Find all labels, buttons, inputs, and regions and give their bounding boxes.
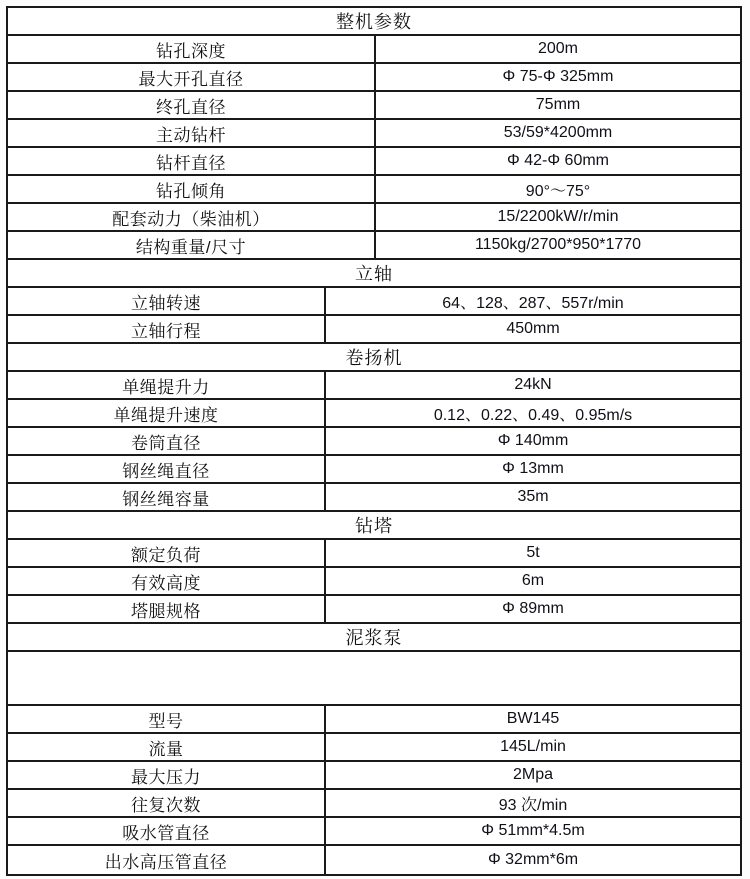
spec-value-cell: 93 次/min xyxy=(498,796,568,814)
table-row xyxy=(8,400,740,428)
spec-label-cell: 钻孔倾角 xyxy=(8,176,376,202)
spec-value-cell: Φ 89mm xyxy=(502,600,564,617)
spec-value-cell: 145L/min xyxy=(500,738,566,755)
table-row xyxy=(8,92,740,120)
table-row xyxy=(8,148,740,176)
spec-label-cell: 往复次数 xyxy=(8,790,326,816)
section-header-row xyxy=(8,260,740,288)
spec-value-cell: 2Mpa xyxy=(512,766,554,783)
table-row xyxy=(8,568,740,596)
empty-spacer-row xyxy=(8,652,740,706)
spec-label-cell: 吸水管直径 xyxy=(8,818,326,844)
table-row xyxy=(8,790,740,818)
spec-value-cell: Φ 32mm*6m xyxy=(487,851,579,868)
spec-label-cell: 钢丝绳直径 xyxy=(8,456,326,482)
table-row xyxy=(8,734,740,762)
table-row xyxy=(8,64,740,92)
spec-label-cell: 出水高压管直径 xyxy=(8,846,326,874)
spec-value-cell: 75mm xyxy=(535,96,581,113)
spec-label-cell: 配套动力（柴油机） xyxy=(8,204,376,230)
table-row xyxy=(8,706,740,734)
table-row xyxy=(8,232,740,260)
spec-label-cell: 塔腿规格 xyxy=(8,596,326,622)
table-row xyxy=(8,120,740,148)
spec-label-cell: 主动钻杆 xyxy=(8,120,376,146)
spec-table xyxy=(6,6,742,876)
table-row xyxy=(8,596,740,624)
spec-label-cell: 流量 xyxy=(8,734,326,760)
section-header-label: 泥浆泵 xyxy=(345,628,403,648)
section-header-label: 立轴 xyxy=(355,264,393,284)
spec-value-cell: 200m xyxy=(537,40,579,57)
spec-label-cell: 型号 xyxy=(8,706,326,732)
table-row xyxy=(8,428,740,456)
table-row xyxy=(8,316,740,344)
section-header-label: 钻塔 xyxy=(355,516,393,536)
spec-label-cell: 单绳提升速度 xyxy=(8,400,326,426)
spec-value-cell: 6m xyxy=(521,572,545,589)
spec-label-cell: 卷筒直径 xyxy=(8,428,326,454)
spec-value-cell: 15/2200kW/r/min xyxy=(497,208,619,225)
spec-label-cell: 单绳提升力 xyxy=(8,372,326,398)
table-row xyxy=(8,288,740,316)
spec-value-cell: 64、128、287、557r/min xyxy=(442,294,624,312)
spec-value-cell: 24kN xyxy=(514,376,552,393)
spec-value-cell: 35m xyxy=(517,488,549,505)
section-header-label: 整机参数 xyxy=(336,12,412,32)
spec-label-cell: 钻孔深度 xyxy=(8,36,376,62)
table-row xyxy=(8,176,740,204)
section-header-label: 卷扬机 xyxy=(345,348,403,368)
spec-label-cell: 最大开孔直径 xyxy=(8,64,376,90)
spec-label-cell: 钻杆直径 xyxy=(8,148,376,174)
spec-value-cell: 5t xyxy=(526,544,540,561)
spec-value-cell: Φ 75-Φ 325mm xyxy=(502,68,614,85)
spec-value-cell: 90°～75° xyxy=(525,182,591,200)
section-header-row xyxy=(8,624,740,652)
table-row xyxy=(8,372,740,400)
table-row xyxy=(8,762,740,790)
spec-value-cell: BW145 xyxy=(506,710,560,727)
spec-value-cell: Φ 42-Φ 60mm xyxy=(507,152,609,169)
spec-value-cell: 0.12、0.22、0.49、0.95m/s xyxy=(433,406,633,424)
spec-value-cell: 450mm xyxy=(506,320,560,337)
section-header-row xyxy=(8,512,740,540)
spec-value-cell: Φ 51mm*4.5m xyxy=(481,822,585,839)
spec-label-cell: 钢丝绳容量 xyxy=(8,484,326,510)
table-row xyxy=(8,846,740,874)
table-row xyxy=(8,456,740,484)
section-header-row xyxy=(8,344,740,372)
spec-label-cell: 结构重量/尺寸 xyxy=(8,232,376,258)
table-row xyxy=(8,484,740,512)
spec-value-cell: 1150kg/2700*950*1770 xyxy=(474,236,642,253)
table-row xyxy=(8,204,740,232)
spec-value-cell: 53/59*4200mm xyxy=(503,124,613,141)
spec-label-cell: 最大压力 xyxy=(8,762,326,788)
spec-label-cell: 终孔直径 xyxy=(8,92,376,118)
spec-value-cell: Φ 140mm xyxy=(497,432,569,449)
spec-label-cell: 立轴转速 xyxy=(8,288,326,314)
section-header-row xyxy=(8,8,740,36)
table-row xyxy=(8,540,740,568)
spec-label-cell: 立轴行程 xyxy=(8,316,326,342)
spec-label-cell: 额定负荷 xyxy=(8,540,326,566)
table-row xyxy=(8,36,740,64)
spec-value-cell: Φ 13mm xyxy=(502,460,564,477)
table-row xyxy=(8,818,740,846)
spec-label-cell: 有效高度 xyxy=(8,568,326,594)
